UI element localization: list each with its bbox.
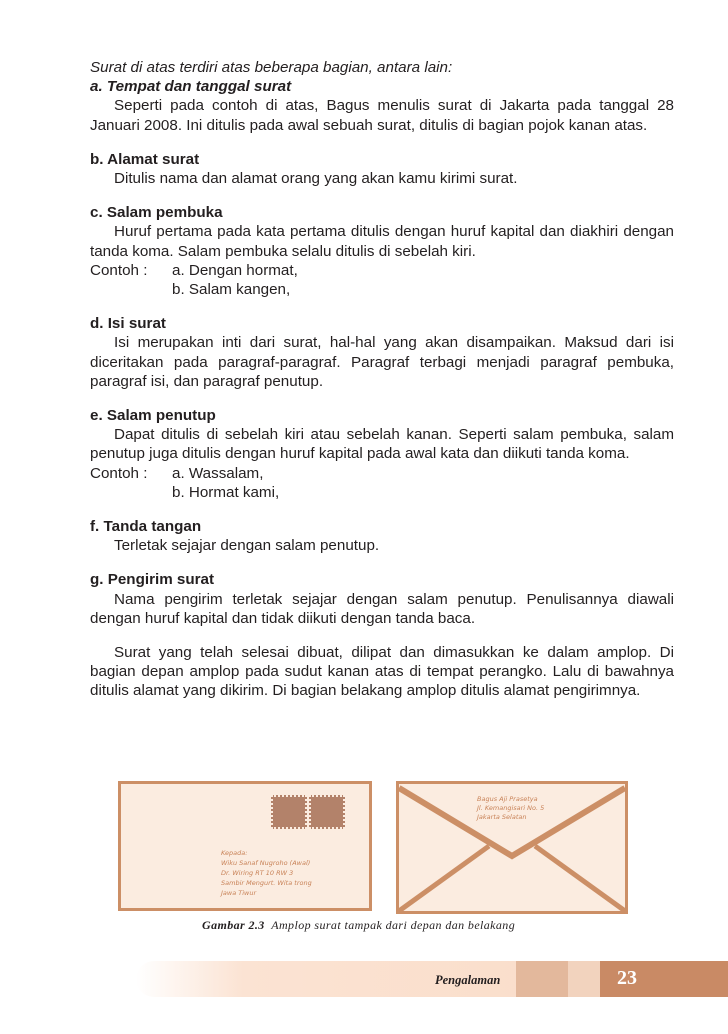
section-paragraph: Dapat ditulis di sebelah kiri atau sebelah kanan. Seperti salam pembuka, salam penutup juga ditulis dengan huruf kapital pada awal kata dan diikuti tanda koma. bbox=[90, 426, 674, 463]
page-number: 23 bbox=[617, 967, 637, 989]
example-label: Contoh : bbox=[90, 261, 148, 279]
section-c bbox=[90, 203, 674, 299]
sender-address bbox=[477, 795, 544, 822]
section-paragraph: Isi merupakan inti dari surat, hal-hal yang akan disampaikan. Maksud dari isi diceritakan pada paragraf-paragraf. Paragraf terbagi menjadi paragraf pembuka, paragraf isi, dan paragraf penutup. bbox=[90, 334, 674, 390]
figure-caption bbox=[202, 918, 515, 933]
example-item: b. Salam kangen, bbox=[172, 281, 291, 299]
section-title: c. Salam pembuka bbox=[90, 204, 223, 222]
section-paragraph: Huruf pertama pada kata pertama ditulis dengan huruf kapital dan diakhiri dengan tanda koma. Salam pembuka selalu ditulis di sebelah kiri. bbox=[90, 223, 674, 260]
footer-block bbox=[568, 961, 600, 997]
section-d bbox=[90, 314, 674, 391]
envelope-back-illustration bbox=[396, 781, 628, 914]
stamp-label: INDONESIA bbox=[326, 829, 354, 835]
address-line: Sambir Mengurt. Wita trong bbox=[221, 879, 312, 887]
intro-text: Surat di atas terdiri atas beberapa bagian, antara lain: bbox=[90, 59, 453, 76]
caption-label: Gambar 2.3 bbox=[202, 918, 265, 932]
address-line: Kepada: bbox=[221, 849, 248, 857]
section-title: d. Isi surat bbox=[90, 315, 166, 333]
section-f bbox=[90, 517, 674, 555]
section-title: e. Salam penutup bbox=[90, 407, 216, 425]
closing-paragraph: Surat yang telah selesai dibuat, dilipat dan dimasukkan ke dalam amplop. Di bagian depan amplop pada sudut kanan atas di tempat perangko. Lalu di bawahnya ditulis alamat yang dikirim. Di bagian belakang amplop ditulis alamat pengirimnya. bbox=[90, 644, 674, 700]
section-title: g. Pengirim surat bbox=[90, 571, 215, 589]
section-e bbox=[90, 406, 674, 502]
section-paragraph: Ditulis nama dan alamat orang yang akan kamu kirimi surat. bbox=[114, 170, 518, 188]
example-block bbox=[90, 261, 674, 299]
section-paragraph: Terletak sejajar dengan salam penutup. bbox=[114, 537, 380, 555]
example-label: Contoh : bbox=[90, 464, 148, 482]
footer-block bbox=[516, 961, 568, 997]
address-line: Bagus Aji Prasetya bbox=[477, 795, 538, 803]
example-item: b. Hormat kami, bbox=[172, 483, 280, 501]
section-a bbox=[90, 77, 674, 135]
section-title: a. Tempat dan tanggal surat bbox=[90, 78, 292, 96]
address-line: Jawa Tiwur bbox=[221, 889, 257, 897]
envelope-front-illustration bbox=[118, 781, 372, 911]
example-item: a. Dengan hormat, bbox=[172, 261, 298, 279]
main-content bbox=[90, 58, 674, 701]
stamp-icon bbox=[309, 795, 345, 829]
example-block bbox=[90, 464, 674, 502]
section-title: b. Alamat surat bbox=[90, 150, 200, 168]
section-b bbox=[90, 150, 674, 188]
address-line: Wiku Sanaf Nugroho (Awal) bbox=[221, 859, 311, 867]
address-line: Dr. Wiring RT 10 RW 3 bbox=[221, 869, 294, 877]
section-title: f. Tanda tangan bbox=[90, 518, 202, 536]
address-line: Jl. Kemangisari No. 5 bbox=[477, 804, 545, 812]
address-line: Jakarta Selatan bbox=[477, 813, 527, 821]
section-g bbox=[90, 570, 674, 628]
caption-text: Amplop surat tampak dari depan dan belakang bbox=[271, 918, 516, 932]
stamp-icon bbox=[271, 795, 307, 829]
footer-label: Pengalaman bbox=[435, 973, 501, 987]
recipient-address bbox=[221, 848, 312, 898]
section-paragraph: Nama pengirim terletak sejajar dengan salam penutup. Penulisannya diawali dengan huruf kapital dan tidak diikuti dengan tanda baca. bbox=[90, 590, 674, 627]
section-paragraph: Seperti pada contoh di atas, Bagus menulis surat di Jakarta pada tanggal 28 Januari 2008. Ini ditulis pada awal sebuah surat, ditulis di bagian pojok kanan atas. bbox=[90, 97, 674, 134]
example-item: a. Wassalam, bbox=[172, 464, 264, 482]
